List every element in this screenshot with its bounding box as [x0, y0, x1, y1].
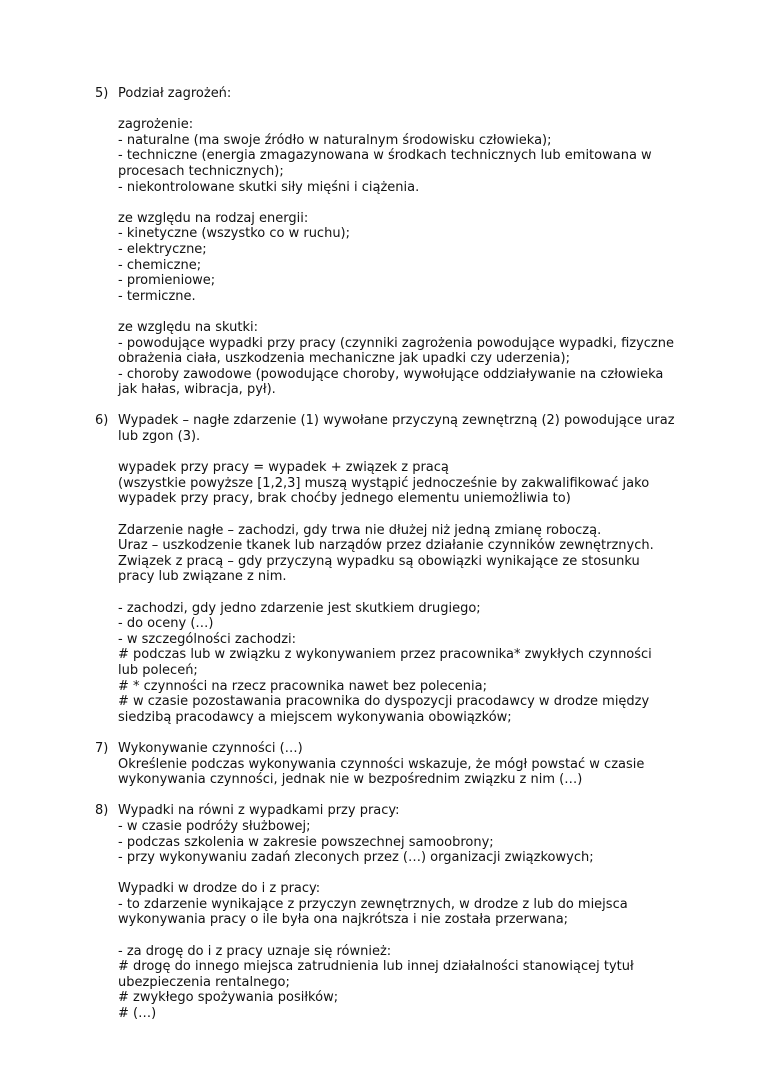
list-item: [95, 803, 675, 1021]
paragraph: [118, 460, 675, 507]
paragraph: [118, 117, 675, 195]
text-line: # drogę do innego miejsca zatrudnienia lub innej działalności stanowiącej tytuł ubezpieczenia rentalnego;: [118, 959, 634, 990]
paragraph-gap: [118, 866, 675, 882]
paragraph-gap: [118, 928, 675, 944]
text-line: - powodujące wypadki przy pracy (czynniki zagrożenia powodujące wypadki, fizyczne obrażenia ciała, uszkodzenia mechaniczne jak upadki czy uderzenia);: [118, 335, 674, 367]
text-line: Podział zagrożeń:: [118, 86, 232, 101]
text-line: Zdarzenie nagłe – zachodzi, gdy trwa nie dłużej niż jedną zmianę roboczą.: [118, 522, 602, 538]
list-item: [95, 86, 675, 398]
list-item: [95, 741, 675, 788]
text-line: - to zdarzenie wynikające z przyczyn zewnętrznych, w drodze z lub do miejsca wykonywania pracy o ile była ona najkrótsza i nie została przerwana;: [118, 896, 628, 928]
paragraph: [118, 741, 675, 788]
paragraph: [118, 320, 675, 398]
paragraph-gap: [118, 195, 675, 211]
list-item-content: [118, 86, 675, 398]
paragraph: [118, 601, 675, 726]
text-line: (wszystkie powyższe [1,2,3] muszą wystąpić jednocześnie by zakwalifikować jako wypadek przy pracy, brak choćby jednego elementu uniemożliwia to): [118, 475, 650, 507]
paragraph-gap: [118, 507, 675, 523]
text-line: - promieniowe;: [118, 273, 216, 289]
text-line: # (…): [118, 1006, 157, 1022]
text-line: - termiczne.: [118, 288, 196, 304]
paragraph-gap: [118, 585, 675, 601]
text-line: Wypadek – nagłe zdarzenie (1) wywołane przyczyną zewnętrzną (2) powodujące uraz lub zgon (3).: [118, 413, 675, 445]
text-line: - naturalne (ma swoje źródło w naturalnym środowisku człowieka);: [118, 132, 552, 148]
list-item-number: 5): [95, 86, 109, 101]
text-line: Uraz – uszkodzenie tkanek lub narządów przez działanie czynników zewnętrznych.: [118, 538, 654, 554]
text-line: Związek z pracą – gdy przyczyną wypadku są obowiązki wynikające ze stosunku pracy lub związane z nim.: [118, 553, 640, 585]
text-line: Określenie podczas wykonywania czynności wskazuje, że mógł powstać w czasie wykonywania czynności, jednak nie w bezpośrednim związku z nim (…): [118, 756, 645, 788]
text-line: Wypadki w drodze do i z pracy:: [118, 881, 321, 897]
paragraph: [118, 944, 675, 1022]
text-line: - podczas szkolenia w zakresie powszechnej samoobrony;: [118, 834, 494, 850]
text-line: - chemiczne;: [118, 257, 202, 273]
list-item-content: [118, 413, 675, 725]
text-line: # w czasie pozostawania pracownika do dyspozycji pracodawcy w drodze między siedzibą pracodawcy a miejscem wykonywania obowiązków;: [118, 694, 650, 725]
text-line: ze względu na rodzaj energii:: [118, 210, 309, 226]
paragraph-gap: [118, 102, 675, 118]
document-page: [95, 86, 675, 1037]
paragraph-gap: [118, 445, 675, 461]
paragraph: [118, 211, 675, 305]
paragraph: [118, 803, 675, 865]
list-item-number: 6): [95, 413, 109, 429]
text-line: - zachodzi, gdy jedno zdarzenie jest skutkiem drugiego;: [118, 600, 481, 616]
text-line: - w czasie podróży służbowej;: [118, 818, 311, 834]
paragraph: [118, 523, 675, 585]
paragraph: [118, 413, 675, 444]
text-line: - choroby zawodowe (powodujące choroby, wywołujące oddziaływanie na człowieka jak hałas, wibracja, pył).: [118, 366, 664, 398]
text-line: - techniczne (energia zmagazynowana w środkach technicznych lub emitowana w procesach technicznych);: [118, 148, 652, 179]
list-item-number: 7): [95, 740, 109, 756]
paragraph: [118, 881, 675, 928]
text-line: Wykonywanie czynności (…): [118, 740, 303, 756]
text-line: wypadek przy pracy = wypadek + związek z pracą: [118, 460, 449, 476]
text-line: - w szczególności zachodzi:: [118, 631, 297, 647]
text-line: - niekontrolowane skutki siły mięśni i ciążenia.: [118, 179, 420, 195]
text-line: ze względu na skutki:: [118, 319, 258, 335]
paragraph-gap: [118, 304, 675, 320]
paragraph: [118, 86, 675, 102]
text-line: - za drogę do i z pracy uznaje się również:: [118, 943, 392, 959]
text-line: zagrożenie:: [118, 117, 194, 133]
list-item-content: [118, 803, 675, 1021]
text-line: # podczas lub w związku z wykonywaniem przez pracownika* zwykłych czynności lub poleceń;: [118, 647, 652, 678]
list-item: [95, 413, 675, 725]
text-line: - elektryczne;: [118, 241, 207, 257]
text-line: - przy wykonywaniu zadań zleconych przez (…) organizacji związkowych;: [118, 850, 594, 866]
list-item-content: [118, 741, 675, 788]
text-line: - do oceny (…): [118, 616, 214, 632]
text-line: - kinetyczne (wszystko co w ruchu);: [118, 226, 351, 242]
text-line: # * czynności na rzecz pracownika nawet bez polecenia;: [118, 678, 488, 694]
text-line: Wypadki na równi z wypadkami przy pracy:: [118, 803, 400, 819]
list-item-number: 8): [95, 803, 109, 819]
text-line: # zwykłego spożywania posiłków;: [118, 990, 339, 1006]
